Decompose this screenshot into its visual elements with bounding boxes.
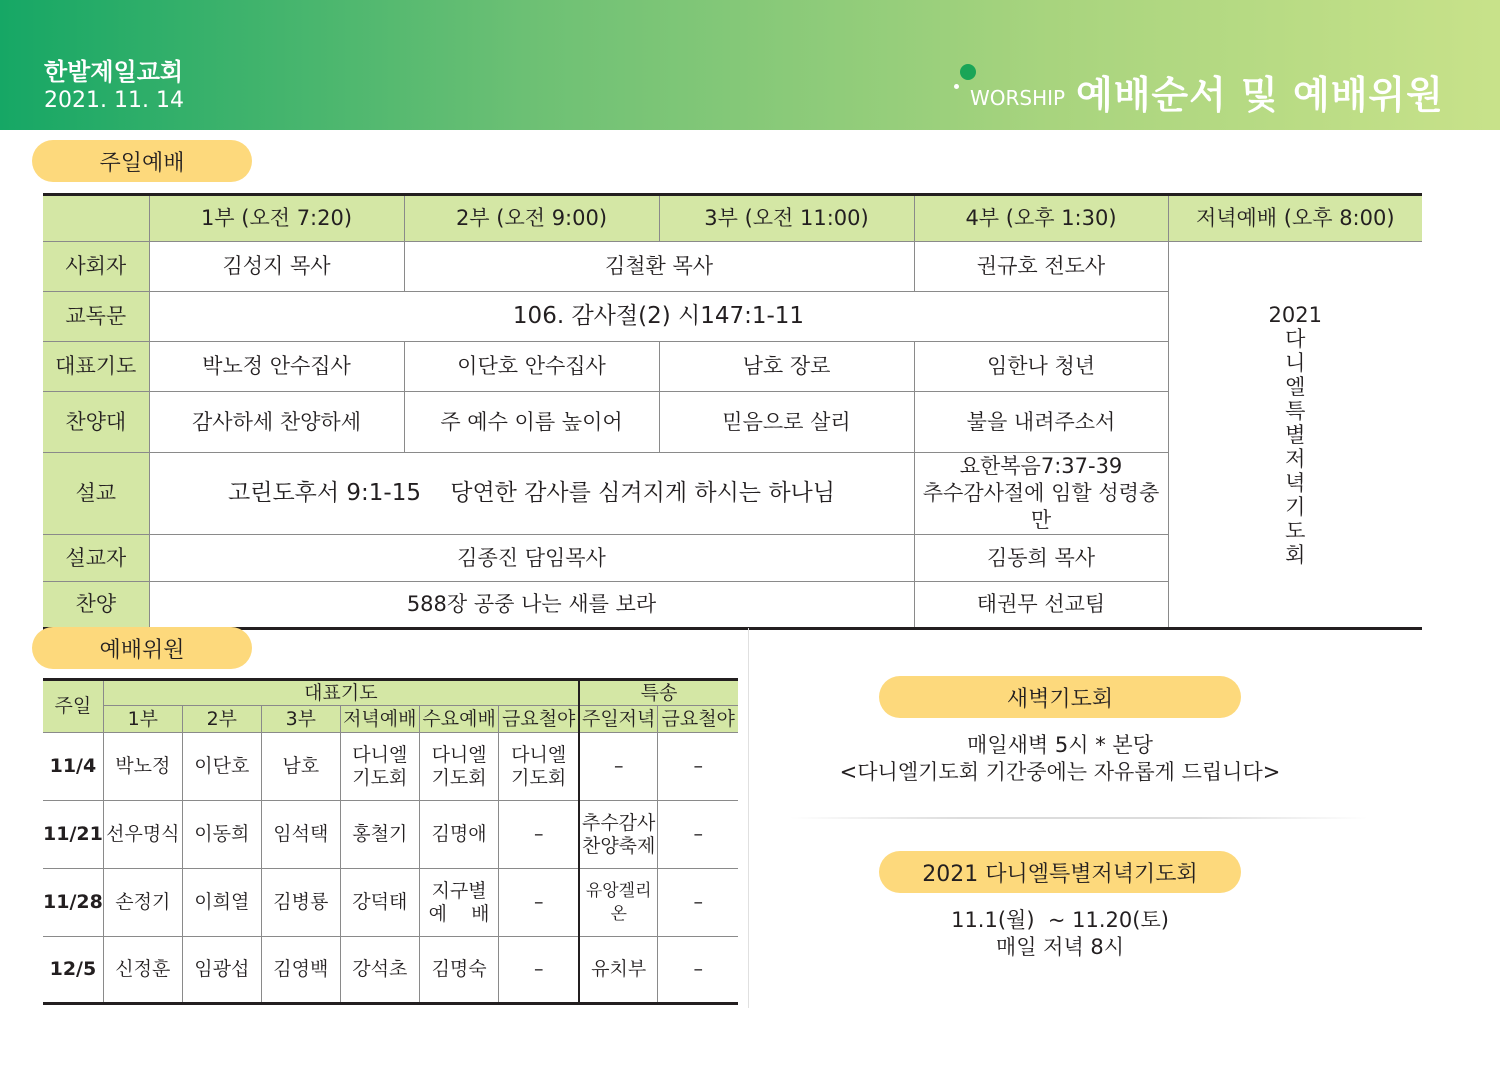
table-cell: 임광섭 (182, 937, 261, 1004)
col-header: 2부 (182, 706, 261, 733)
worship-label: WORSHIP (970, 86, 1066, 110)
table-cell: – (499, 869, 579, 937)
table-cell (579, 801, 658, 869)
group-header: 대표기도 (103, 680, 579, 706)
dawn-prayer-label: 새벽기도회 (879, 676, 1241, 718)
table-cell: 박노정 (103, 733, 182, 801)
table-cell: 신정훈 (103, 937, 182, 1004)
evening-char: 도 (1285, 518, 1306, 543)
row-label: 교독문 (43, 292, 149, 342)
table-cell: 김종진 담임목사 (149, 535, 914, 582)
table-cell: 김동희 목사 (914, 535, 1168, 582)
table-cell: 이단호 (182, 733, 261, 801)
sunday-worship-table (43, 193, 1422, 630)
table-row (43, 801, 738, 869)
table-cell: 임한나 청년 (914, 342, 1168, 392)
date-cell: 12/5 (43, 937, 103, 1004)
table-header-row (43, 195, 1422, 242)
sermon-reference: 요한복음7:37-39 (959, 454, 1123, 478)
table-cell: 588장 공중 나는 새를 보라 (149, 582, 914, 629)
date-cell: 11/4 (43, 733, 103, 801)
cell-line: 예 배 (428, 902, 490, 925)
cell-line: 다니엘 (352, 743, 408, 766)
dawn-prayer-note: <다니엘기도회 기간중에는 자유롭게 드립니다> (839, 760, 1281, 784)
table-row (43, 733, 738, 801)
col-header: 주일 (43, 680, 103, 733)
cell-line: 다니엘 (511, 743, 567, 766)
table-cell: 강덕태 (340, 869, 419, 937)
table-cell: – (658, 937, 738, 1004)
table-cell: 손정기 (103, 869, 182, 937)
col-header: 3부 (261, 706, 340, 733)
col-header: 수요예배 (419, 706, 499, 733)
table-cell: 선우명식 (103, 801, 182, 869)
col-header: 저녁예배 (오후 8:00) (1168, 195, 1422, 242)
daniel-prayer-period: 11.1(월) ~ 11.20(토) (951, 908, 1169, 932)
date-cell: 11/28 (43, 869, 103, 937)
table-header-row (43, 706, 738, 733)
corner-cell (43, 195, 149, 242)
cell-line: 기도회 (511, 766, 567, 789)
cell-line: 기도회 (431, 766, 487, 789)
table-cell: 권규호 전도사 (914, 242, 1168, 292)
bulletin-date: 2021. 11. 14 (44, 88, 184, 113)
table-cell (419, 869, 499, 937)
table-cell: 김영백 (261, 937, 340, 1004)
table-cell (340, 733, 419, 801)
col-header: 금요철야 (499, 706, 579, 733)
row-label: 찬양대 (43, 392, 149, 453)
col-header: 1부 (103, 706, 182, 733)
committee-table (43, 678, 738, 1005)
table-cell: 이단호 안수집사 (404, 342, 659, 392)
table-cell: 주 예수 이름 높이어 (404, 392, 659, 453)
row-label: 사회자 (43, 242, 149, 292)
evening-char: 니 (1285, 350, 1306, 375)
table-cell: – (499, 801, 579, 869)
table-cell: 믿음으로 살리 (659, 392, 914, 453)
table-cell: 김철환 목사 (404, 242, 914, 292)
evening-char: 다 (1285, 326, 1306, 351)
table-cell: 홍철기 (340, 801, 419, 869)
evening-char: 녁 (1285, 470, 1306, 495)
evening-char: 별 (1285, 422, 1306, 447)
sunday-worship-label: 주일예배 (32, 140, 252, 182)
table-cell: – (499, 937, 579, 1004)
table-cell: 고린도후서 9:1-15 당연한 감사를 심겨지게 하시는 하나님 (149, 453, 914, 535)
col-header: 1부 (오전 7:20) (149, 195, 404, 242)
white-dot-icon (954, 84, 959, 89)
sermon-title: 추수감사절에 임할 성령충만 (922, 481, 1160, 532)
dawn-prayer-time: 매일새벽 5시 * 본당 (967, 733, 1153, 757)
table-cell: 김병룡 (261, 869, 340, 937)
cell-line: 추수감사 (581, 811, 656, 834)
evening-year: 2021 (1268, 302, 1322, 327)
table-cell: 유치부 (579, 937, 658, 1004)
dawn-prayer-info (790, 732, 1330, 786)
evening-char: 기 (1285, 494, 1306, 519)
table-cell: 김명숙 (419, 937, 499, 1004)
table-cell: 임석택 (261, 801, 340, 869)
daniel-prayer-label: 2021 다니엘특별저녁기도회 (879, 851, 1241, 893)
evening-worship-cell (1168, 242, 1422, 629)
church-name: 한밭제일교회 (44, 58, 184, 86)
table-cell: – (658, 733, 738, 801)
table-header-row (43, 680, 738, 706)
cell-line: 다니엘 (431, 743, 487, 766)
page-title: 예배순서 및 예배위원 (1076, 73, 1444, 117)
col-header: 저녁예배 (340, 706, 419, 733)
row-label: 찬양 (43, 582, 149, 629)
table-cell: – (579, 733, 658, 801)
evening-char: 저 (1285, 446, 1306, 471)
cell-line: 기도회 (352, 766, 408, 789)
committee-label: 예배위원 (32, 627, 252, 669)
row-label: 대표기도 (43, 342, 149, 392)
page-header (0, 0, 1500, 130)
daniel-prayer-info (790, 907, 1330, 961)
green-dot-icon (960, 64, 976, 80)
table-cell: 김성지 목사 (149, 242, 404, 292)
horizontal-divider (790, 817, 1368, 819)
table-cell: 이희열 (182, 869, 261, 937)
table-cell: – (658, 801, 738, 869)
cell-line: 지구별 (431, 879, 487, 902)
daniel-prayer-time: 매일 저녁 8시 (995, 935, 1125, 959)
evening-char: 회 (1285, 542, 1306, 567)
table-cell: 불을 내려주소서 (914, 392, 1168, 453)
table-cell: 박노정 안수집사 (149, 342, 404, 392)
evening-char: 특 (1285, 398, 1306, 423)
table-cell: 106. 감사절(2) 시147:1-11 (149, 292, 1168, 342)
evening-char: 엘 (1285, 374, 1306, 399)
date-cell: 11/21 (43, 801, 103, 869)
table-cell: 이동희 (182, 801, 261, 869)
table-cell: 유앙겔리온 (579, 869, 658, 937)
table-cell (914, 453, 1168, 535)
table-row (43, 937, 738, 1004)
table-cell (499, 733, 579, 801)
col-header: 3부 (오전 11:00) (659, 195, 914, 242)
table-row (43, 869, 738, 937)
col-header: 4부 (오후 1:30) (914, 195, 1168, 242)
table-cell: 남호 장로 (659, 342, 914, 392)
table-cell: 태권무 선교팀 (914, 582, 1168, 629)
table-cell: – (658, 869, 738, 937)
table-cell: 감사하세 찬양하세 (149, 392, 404, 453)
cell-line: 찬양축제 (581, 834, 656, 857)
col-header: 주일저녁 (579, 706, 658, 733)
table-cell (419, 733, 499, 801)
table-cell: 김명애 (419, 801, 499, 869)
group-header: 특송 (579, 680, 738, 706)
row-label: 설교 (43, 453, 149, 535)
col-header: 2부 (오전 9:00) (404, 195, 659, 242)
table-cell: 남호 (261, 733, 340, 801)
col-header: 금요철야 (658, 706, 738, 733)
table-row (43, 242, 1422, 292)
table-cell: 강석초 (340, 937, 419, 1004)
vertical-divider (748, 628, 749, 1008)
row-label: 설교자 (43, 535, 149, 582)
